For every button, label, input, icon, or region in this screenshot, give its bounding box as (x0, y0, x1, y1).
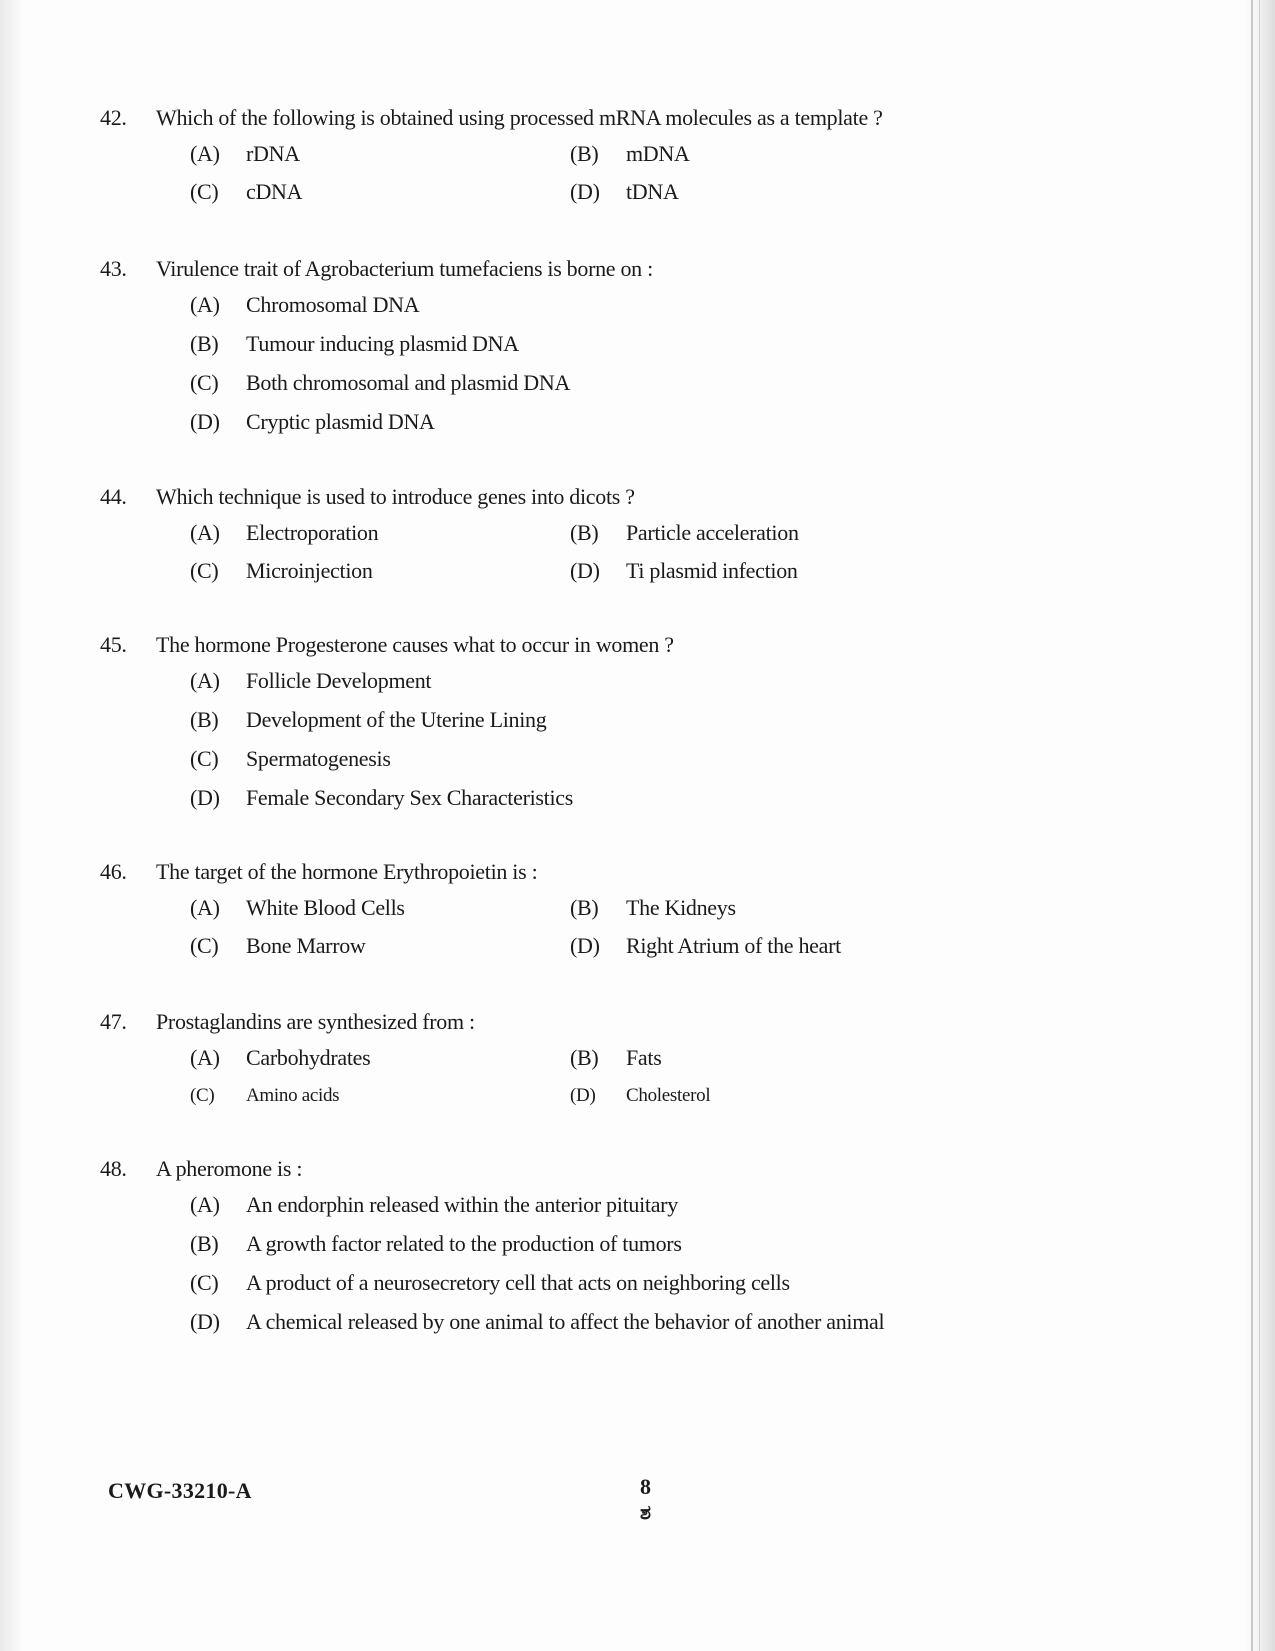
option-key: (D) (570, 1085, 596, 1106)
option-key: (D) (570, 558, 600, 583)
booklet-code: CWG-33210-A (108, 1478, 252, 1503)
question-text: Which of the following is obtained using processed mRNA molecules as a template ? (156, 105, 883, 130)
option-key: (A) (190, 668, 220, 693)
option-d (570, 931, 970, 961)
option-text: Tumour inducing plasmid DNA (246, 331, 519, 356)
question-46 (100, 857, 1150, 961)
option-b (190, 329, 1150, 359)
question-45 (100, 630, 1150, 822)
option-text: Ti plasmid infection (626, 558, 798, 583)
option-text: Both chromosomal and plasmid DNA (246, 370, 571, 395)
option-key: (C) (190, 1085, 215, 1106)
option-text: Chromosomal DNA (246, 292, 420, 317)
option-text: Particle acceleration (626, 520, 799, 545)
page-number-kannada: ಶ (640, 1502, 651, 1524)
option-text: Cryptic plasmid DNA (246, 409, 435, 434)
option-c (190, 1268, 1150, 1298)
option-d (570, 556, 970, 586)
option-b (190, 1229, 1150, 1259)
option-key: (B) (190, 707, 219, 732)
question-number: 45. (100, 632, 127, 657)
option-key: (C) (190, 558, 219, 583)
option-text: Female Secondary Sex Characteristics (246, 785, 574, 810)
option-d (190, 783, 1150, 813)
option-b (190, 705, 1150, 735)
option-key: (D) (570, 179, 600, 204)
option-text: Cholesterol (626, 1085, 711, 1106)
option-key: (C) (190, 746, 219, 771)
option-d (190, 407, 1150, 437)
option-key: (C) (190, 179, 219, 204)
option-text: Amino acids (246, 1085, 340, 1106)
option-text: Carbohydrates (246, 1045, 371, 1070)
option-text: Fats (626, 1045, 662, 1070)
option-a (190, 1190, 1150, 1220)
option-b (570, 139, 970, 169)
option-text: Development of the Uterine Lining (246, 707, 547, 732)
option-key: (B) (570, 1045, 599, 1070)
option-a (190, 290, 1150, 320)
option-text: rDNA (246, 141, 300, 166)
question-number: 46. (100, 859, 127, 884)
option-c (190, 177, 570, 207)
option-key: (A) (190, 292, 220, 317)
option-text: tDNA (626, 179, 679, 204)
question-text: Prostaglandins are synthesized from : (156, 1009, 475, 1034)
option-text: A growth factor related to the production of tumors (246, 1231, 682, 1256)
option-a (190, 139, 570, 169)
question-text: A pheromone is : (156, 1156, 303, 1181)
option-a (190, 1043, 570, 1073)
option-key: (A) (190, 1045, 220, 1070)
question-number: 48. (100, 1156, 127, 1181)
question-number: 43. (100, 256, 127, 281)
option-text: Bone Marrow (246, 933, 366, 958)
option-c (190, 744, 1150, 774)
question-text: Which technique is used to introduce genes into dicots ? (156, 484, 635, 509)
option-a (190, 518, 570, 548)
option-b (570, 1043, 970, 1073)
question-42 (100, 103, 1150, 207)
question-47 (100, 1007, 1150, 1111)
option-c (190, 931, 570, 961)
option-text: Follicle Development (246, 668, 432, 693)
option-d (570, 1081, 970, 1111)
option-key: (D) (190, 785, 220, 810)
option-b (570, 518, 970, 548)
option-text: Microinjection (246, 558, 373, 583)
option-key: (D) (190, 1309, 220, 1334)
option-c (190, 368, 1150, 398)
option-key: (C) (190, 933, 219, 958)
option-key: (C) (190, 370, 219, 395)
option-key: (B) (570, 520, 599, 545)
option-text: Electroporation (246, 520, 379, 545)
option-text: White Blood Cells (246, 895, 405, 920)
option-text: An endorphin released within the anterior pituitary (246, 1192, 678, 1217)
option-c (190, 556, 570, 586)
option-text: A product of a neurosecretory cell that acts on neighboring cells (246, 1270, 790, 1295)
page-number: 8 (640, 1474, 651, 1499)
question-43 (100, 254, 1150, 446)
question-text: The target of the hormone Erythropoietin is : (156, 859, 538, 884)
option-key: (B) (190, 331, 219, 356)
question-text: The hormone Progesterone causes what to occur in women ? (156, 632, 674, 657)
question-text: Virulence trait of Agrobacterium tumefaciens is borne on : (156, 256, 653, 281)
option-d (570, 177, 970, 207)
option-key: (A) (190, 141, 220, 166)
option-key: (B) (570, 141, 599, 166)
option-key: (B) (570, 895, 599, 920)
option-text: A chemical released by one animal to affect the behavior of another animal (246, 1309, 885, 1334)
option-key: (C) (190, 1270, 219, 1295)
option-text: cDNA (246, 179, 303, 204)
option-b (570, 893, 970, 923)
question-number: 42. (100, 105, 127, 130)
option-text: Right Atrium of the heart (626, 933, 841, 958)
option-c (190, 1081, 570, 1111)
option-key: (A) (190, 520, 220, 545)
option-key: (B) (190, 1231, 219, 1256)
option-a (190, 893, 570, 923)
option-text: mDNA (626, 141, 690, 166)
option-text: The Kidneys (626, 895, 736, 920)
option-d (190, 1307, 1150, 1337)
question-number: 47. (100, 1009, 127, 1034)
option-key: (D) (570, 933, 600, 958)
question-number: 44. (100, 484, 127, 509)
question-44 (100, 482, 1150, 586)
option-a (190, 666, 1150, 696)
option-key: (D) (190, 409, 220, 434)
option-key: (A) (190, 895, 220, 920)
page-number-block (640, 1474, 651, 1526)
option-key: (A) (190, 1192, 220, 1217)
option-text: Spermatogenesis (246, 746, 391, 771)
question-48 (100, 1154, 1150, 1346)
